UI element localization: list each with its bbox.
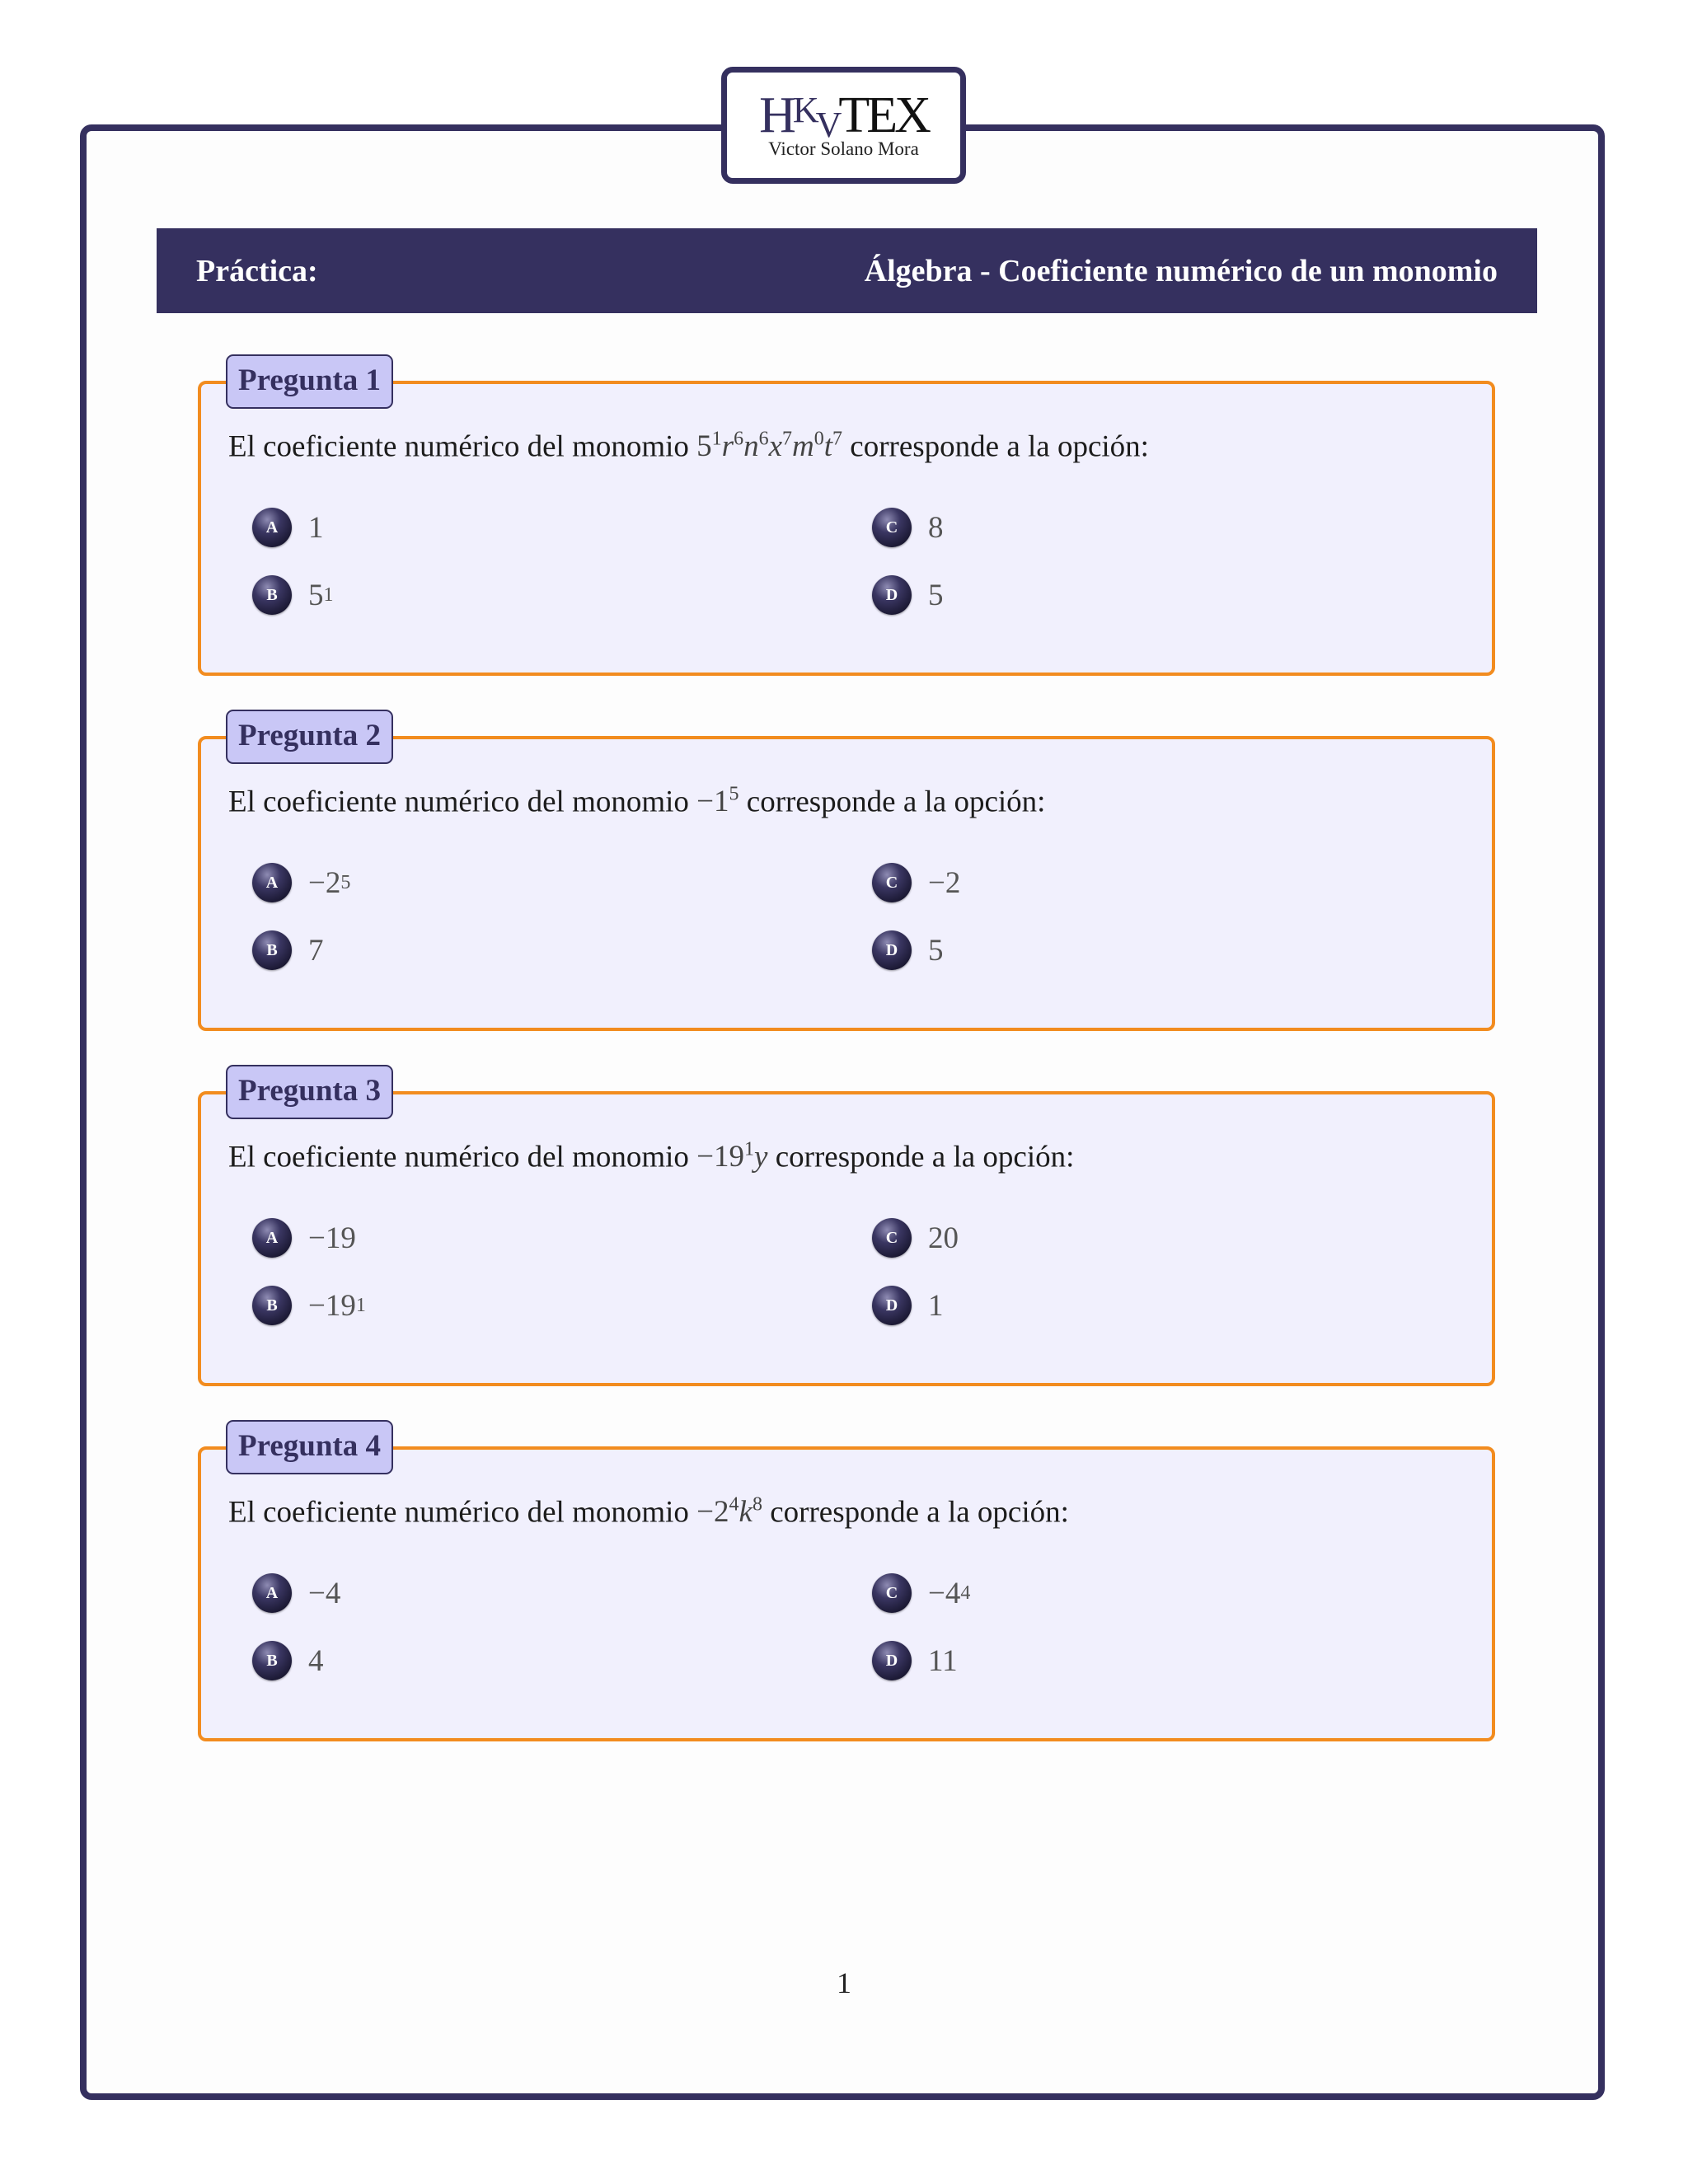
option-value: 20 <box>928 1221 959 1255</box>
logo-author: Victor Solano Mora <box>768 138 919 159</box>
option-a[interactable] <box>252 1573 340 1613</box>
option-exponent: 1 <box>323 583 334 606</box>
header-bar <box>157 228 1537 313</box>
option-value: −4 <box>928 1576 961 1610</box>
option-d[interactable] <box>872 1286 944 1325</box>
option-value: 1 <box>308 510 324 545</box>
option-d[interactable] <box>872 1641 958 1680</box>
option-value: 1 <box>928 1288 944 1323</box>
option-value: 5 <box>928 933 944 968</box>
option-a[interactable] <box>252 863 350 902</box>
option-bullet: C <box>872 863 912 902</box>
option-bullet: C <box>872 508 912 547</box>
header-left: Práctica: <box>196 253 318 288</box>
option-exponent: 1 <box>355 1294 366 1316</box>
option-bullet: A <box>252 863 292 902</box>
question-card-1 <box>198 363 1495 676</box>
question-text <box>228 1494 1069 1530</box>
option-b[interactable] <box>252 1641 324 1680</box>
logo-letter-k: K <box>792 90 816 130</box>
question-label: Pregunta 3 <box>226 1065 393 1119</box>
question-text-after: corresponde a la opción: <box>850 429 1149 464</box>
option-b[interactable] <box>252 930 324 970</box>
option-bullet: D <box>872 1286 912 1325</box>
option-c[interactable] <box>872 863 960 902</box>
option-bullet: C <box>872 1573 912 1613</box>
option-value: 5 <box>928 578 944 612</box>
question-text-after: corresponde a la opción: <box>746 785 1046 819</box>
option-c[interactable] <box>872 1218 959 1258</box>
option-value: −19 <box>308 1288 356 1323</box>
question-text-before: El coeficiente numérico del monomio <box>228 1140 689 1174</box>
option-bullet: D <box>872 930 912 970</box>
option-a[interactable] <box>252 1218 356 1258</box>
option-value: 11 <box>928 1643 958 1678</box>
option-bullet: B <box>252 575 292 615</box>
logo-letter-v: V <box>815 105 839 145</box>
option-value: −2 <box>928 865 961 900</box>
option-exponent: 5 <box>340 871 351 893</box>
page-number: 1 <box>837 1966 851 1999</box>
option-a[interactable] <box>252 508 324 547</box>
header-right: Álgebra - Coeficiente numérico de un monomio <box>864 253 1498 288</box>
option-bullet: B <box>252 1641 292 1680</box>
option-bullet: D <box>872 575 912 615</box>
option-value: 8 <box>928 510 944 545</box>
logo-tex: TEX <box>838 87 928 143</box>
option-b[interactable] <box>252 575 334 615</box>
option-b[interactable] <box>252 1286 366 1325</box>
option-bullet: D <box>872 1641 912 1680</box>
option-exponent: 4 <box>960 1582 971 1604</box>
question-card-3 <box>198 1074 1495 1386</box>
question-text <box>228 429 1149 464</box>
monomial: $-1^5$ <box>696 784 739 819</box>
question-card-4 <box>198 1429 1495 1741</box>
option-value: 4 <box>308 1643 324 1678</box>
option-value: −2 <box>308 865 341 900</box>
question-text <box>228 1139 1074 1174</box>
option-bullet: A <box>252 1573 292 1613</box>
logo-mark <box>727 84 960 145</box>
option-c[interactable] <box>872 508 944 547</box>
question-label: Pregunta 4 <box>226 1420 393 1474</box>
option-bullet: A <box>252 1218 292 1258</box>
question-text <box>228 784 1045 819</box>
option-c[interactable] <box>872 1573 970 1613</box>
option-value: 7 <box>308 933 324 968</box>
question-text-before: El coeficiente numérico del monomio <box>228 1495 689 1530</box>
option-bullet: C <box>872 1218 912 1258</box>
monomial: $-2^4k^8$ <box>696 1494 762 1530</box>
option-d[interactable] <box>872 930 944 970</box>
option-bullet: A <box>252 508 292 547</box>
option-value: 5 <box>308 578 324 612</box>
option-value: −4 <box>308 1576 341 1610</box>
logo-letter-h: H <box>759 87 793 143</box>
question-text-before: El coeficiente numérico del monomio <box>228 785 689 819</box>
option-bullet: B <box>252 1286 292 1325</box>
option-d[interactable] <box>872 575 944 615</box>
question-label: Pregunta 2 <box>226 710 393 764</box>
option-value: −19 <box>308 1221 356 1255</box>
question-text-after: corresponde a la opción: <box>775 1140 1075 1174</box>
logo <box>721 67 966 184</box>
question-text-before: El coeficiente numérico del monomio <box>228 429 689 464</box>
option-bullet: B <box>252 930 292 970</box>
monomial: $5^1r^6n^6x^7m^0t^7$ <box>696 429 843 464</box>
question-card-2 <box>198 719 1495 1031</box>
monomial: $-19^1y$ <box>696 1139 768 1174</box>
question-text-after: corresponde a la opción: <box>770 1495 1069 1530</box>
question-label: Pregunta 1 <box>226 354 393 409</box>
